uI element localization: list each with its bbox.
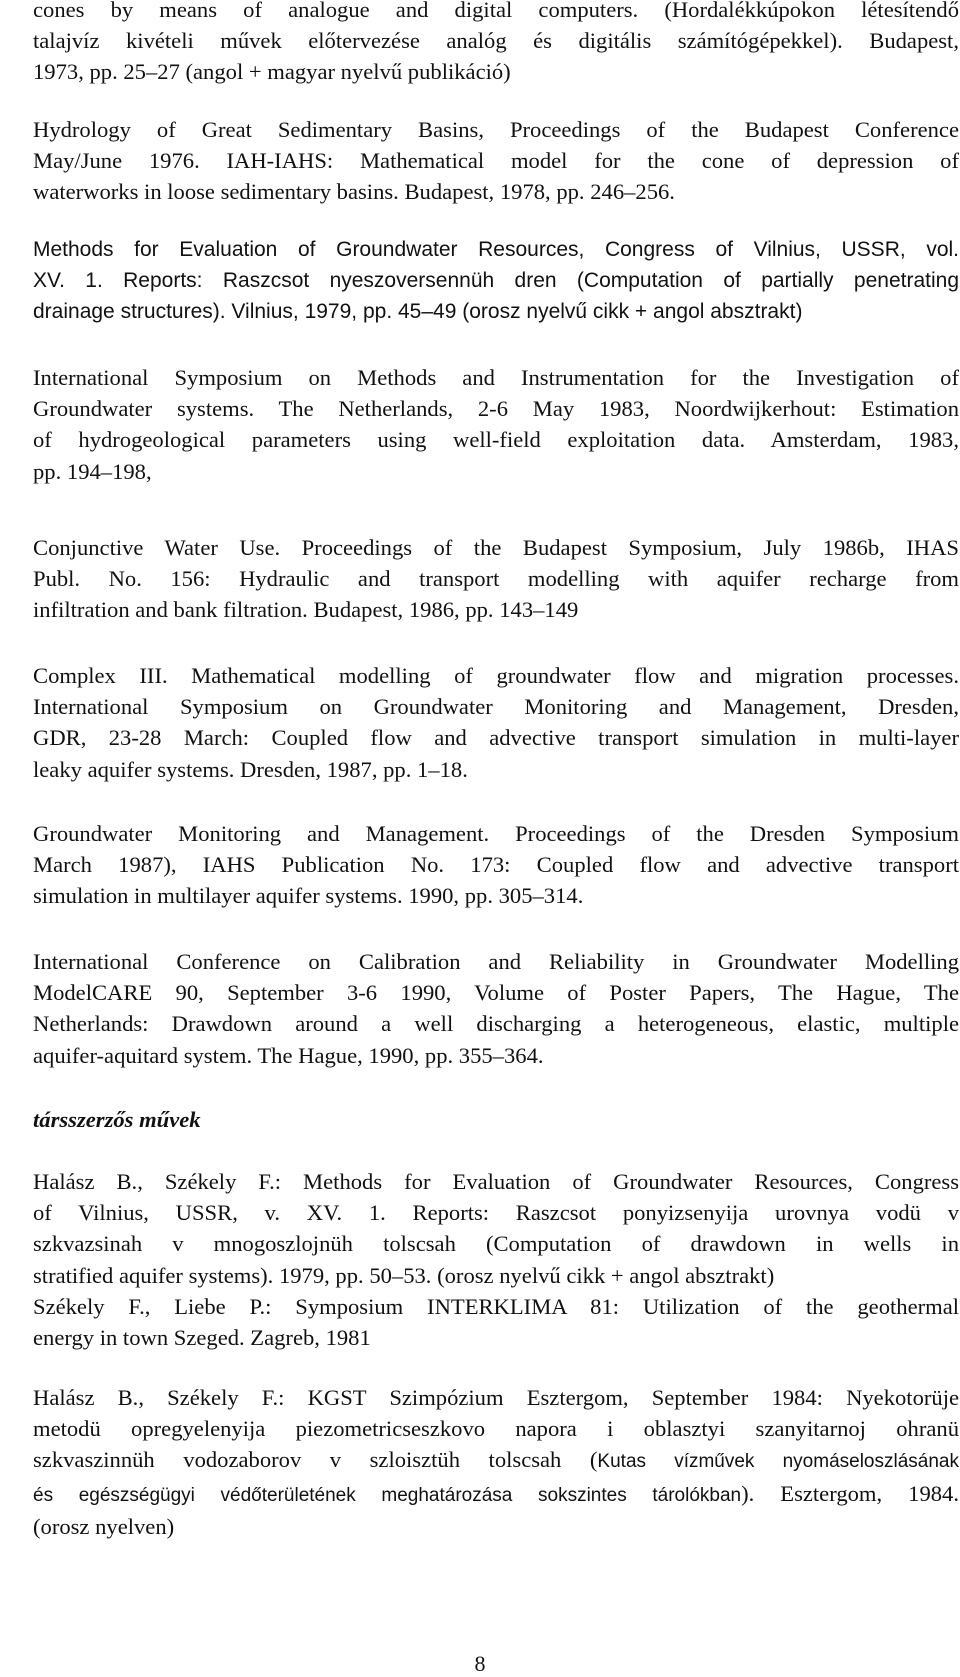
reference-entry <box>33 114 959 208</box>
coauthored-entry <box>33 1166 959 1353</box>
text-line: ModelCARE 90, September 3-6 1990, Volume of Poster Papers, The Hague, The <box>33 980 959 1006</box>
text-run-sans: Kutas vízművek nyomáseloszlásának <box>597 1451 959 1473</box>
text-line <box>33 1478 959 1511</box>
text-line: leaky aquifer systems. Dresden, 1987, pp. 1–18. <box>33 756 468 782</box>
text-line: waterworks in loose sedimentary basins. Budapest, 1978, pp. 246–256. <box>33 179 675 205</box>
reference-text <box>33 660 959 785</box>
text-line: Conjunctive Water Use. Proceedings of the Budapest Symposium, July 1986b, IHAS <box>33 535 959 560</box>
text-line: (orosz nyelven) <box>33 1513 175 1539</box>
text-line: Methods for Evaluation of Groundwater Resources, Congress of Vilnius, USSR, vol. <box>33 238 959 261</box>
text-line: Székely F., Liebe P.: Symposium INTERKLIMA 81: Utilization of the geothermal <box>33 1293 959 1319</box>
reference-text <box>33 234 959 328</box>
reference-text <box>33 818 959 912</box>
text-line: Netherlands: Drawdown around a well discharging a heterogeneous, elastic, multiple <box>33 1011 959 1037</box>
reference-text <box>33 1382 959 1542</box>
text-line: Publ. No. 156: Hydraulic and transport modelling with aquifer recharge from <box>33 566 959 592</box>
reference-entry <box>33 818 959 912</box>
text-line: szkvazsinah v mnogoszlojnüh tolscsah (Computation of drawdown in wells in <box>33 1231 959 1257</box>
text-line: Halász B., Székely F.: Methods for Evaluation of Groundwater Resources, Congress <box>33 1169 959 1194</box>
reference-text <box>33 362 959 487</box>
text-line: cones by means of analogue and digital computers. (Hordalékkúpokon létesítendő <box>33 0 959 22</box>
text-line: XV. 1. Reports: Raszcsot nyeszoversennüh dren (Computation of partially penetrating <box>33 269 959 293</box>
text-line: simulation in multilayer aquifer systems. 1990, pp. 305–314. <box>33 883 584 909</box>
text-line: International Conference on Calibration and Reliability in Groundwater Modelling <box>33 949 959 974</box>
text-line: infiltration and bank filtration. Budapest, 1986, pp. 143–149 <box>33 597 579 623</box>
reference-text <box>33 532 959 626</box>
section-heading-block <box>33 1104 959 1135</box>
text-line: stratified aquifer systems). 1979, pp. 50–53. (orosz nyelvű cikk + angol absztrakt) <box>33 1262 775 1288</box>
text-line: GDR, 23-28 March: Coupled flow and advective transport simulation in multi-layer <box>33 725 959 751</box>
text-line: energy in town Szeged. Zagreb, 1981 <box>33 1325 371 1351</box>
text-line: Hydrology of Great Sedimentary Basins, Proceedings of the Budapest Conference <box>33 117 959 142</box>
text-line: Groundwater systems. The Netherlands, 2-6 May 1983, Noordwijkerhout: Estimation <box>33 396 959 422</box>
text-run: ). Esztergom, 1984. <box>741 1480 959 1506</box>
text-line: of Vilnius, USSR, v. XV. 1. Reports: Raszcsot ponyizsenyija urovnya vodü v <box>33 1200 959 1226</box>
text-line: International Symposium on Methods and Instrumentation for the Investigation of <box>33 365 959 390</box>
text-line: drainage structures). Vilnius, 1979, pp. 45–49 (orosz nyelvű cikk + angol absztrakt) <box>33 300 803 324</box>
reference-text <box>33 1166 959 1353</box>
reference-entry <box>33 946 959 1071</box>
reference-entry <box>33 0 959 88</box>
reference-text <box>33 114 959 208</box>
text-line: Halász B., Székely F.: KGST Szimpózium Esztergom, September 1984: Nyekotorüje <box>33 1385 959 1410</box>
reference-text <box>33 946 959 1071</box>
text-line: Groundwater Monitoring and Management. Proceedings of the Dresden Symposium <box>33 821 959 846</box>
text-line: May/June 1976. IAH-IAHS: Mathematical model for the cone of depression of <box>33 148 959 174</box>
text-line: Complex III. Mathematical modelling of groundwater flow and migration processes. <box>33 663 959 688</box>
reference-entry <box>33 234 959 328</box>
text-line: metodü opregyelenyija piezometricseszkovo napora i oblasztyi szanyitarnoj ohranü <box>33 1416 959 1442</box>
reference-entry <box>33 532 959 626</box>
text-line: 1973, pp. 25–27 (angol + magyar nyelvű publikáció) <box>33 59 511 85</box>
text-run: szkvaszinnüh vodozaborov v szloisztüh tolscsah ( <box>33 1447 598 1473</box>
section-heading: társszerzős művek <box>33 1107 201 1132</box>
page-number: 8 <box>474 1651 486 1676</box>
text-run-sans: és egészségügyi védőterületének meghatározása sokszintes tárolókban <box>33 1484 742 1506</box>
text-line: International Symposium on Groundwater Monitoring and Management, Dresden, <box>33 694 959 720</box>
reference-text <box>33 0 959 88</box>
text-line: of hydrogeological parameters using well-field exploitation data. Amsterdam, 1983, <box>33 427 959 453</box>
text-line: aquifer-aquitard system. The Hague, 1990, pp. 355–364. <box>33 1042 544 1068</box>
text-line: March 1987), IAHS Publication No. 173: Coupled flow and advective transport <box>33 852 959 878</box>
reference-entry <box>33 660 959 785</box>
text-line: pp. 194–198, <box>33 458 152 484</box>
text-line: talajvíz kivételi művek előtervezése analóg és digitális számítógépekkel). Budapest, <box>33 28 959 54</box>
reference-entry <box>33 362 959 487</box>
coauthored-entry <box>33 1382 959 1542</box>
text-line <box>33 1444 959 1477</box>
